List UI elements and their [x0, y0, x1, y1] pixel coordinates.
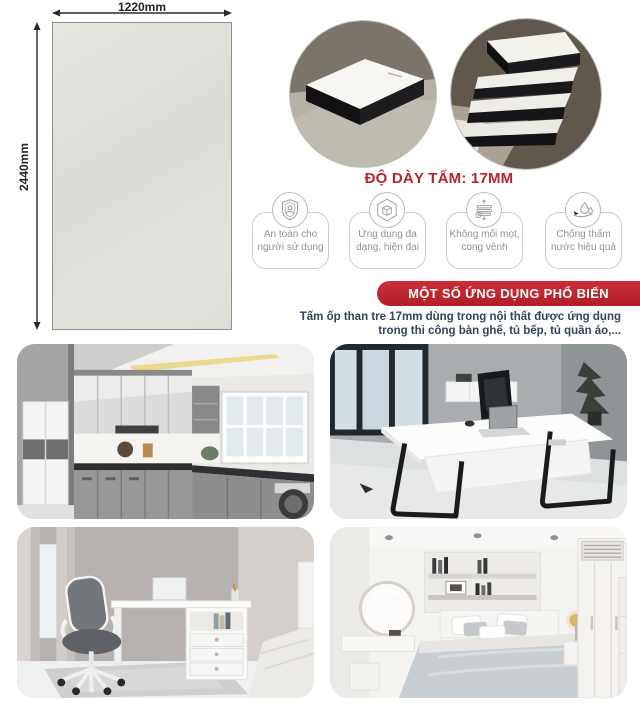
anti-termite-icon	[466, 192, 502, 228]
panel-height-label: 2440mm	[17, 142, 31, 192]
feature-label: Ứng dụng đa	[358, 229, 417, 240]
bedroom-photo	[330, 527, 627, 698]
shield-user-icon	[272, 192, 308, 228]
description-line: trong thi công bàn ghế, tủ bếp, tủ quần áo,...	[378, 325, 621, 338]
feature-label: Không mối mọt,	[449, 229, 520, 240]
panel-swatch	[52, 22, 232, 330]
feature-label: người sử dụng	[257, 242, 324, 253]
study-desk-photo	[17, 527, 314, 698]
applications-banner: MỘT SỐ ỨNG DỤNG PHỔ BIẾN	[377, 281, 640, 306]
feature-label: An toàn cho	[263, 229, 318, 240]
description-line: Tấm ốp than tre 17mm dùng trong nội thất được ứng dụng	[299, 311, 621, 323]
feature-label: dạng, hiện đại	[356, 242, 419, 253]
office-desk-photo	[330, 344, 627, 519]
feature-label: nước hiệu quả	[551, 242, 616, 253]
feature-label: cong vênh	[461, 242, 508, 253]
feature-label: Chống thấm	[556, 229, 611, 240]
panel-corner-photo	[290, 21, 436, 167]
horizontal-dimension-arrow	[52, 8, 232, 18]
applications-description	[201, 310, 621, 338]
kitchen-photo	[17, 344, 314, 519]
stacked-panels-photo	[451, 19, 601, 169]
panel-width-label: 1220mm	[117, 0, 167, 14]
vertical-dimension-arrow	[32, 22, 42, 330]
thickness-title: ĐỘ DÀY TẤM: 17MM	[364, 170, 514, 187]
waterproof-icon	[565, 192, 601, 228]
cube-icon	[369, 192, 405, 228]
